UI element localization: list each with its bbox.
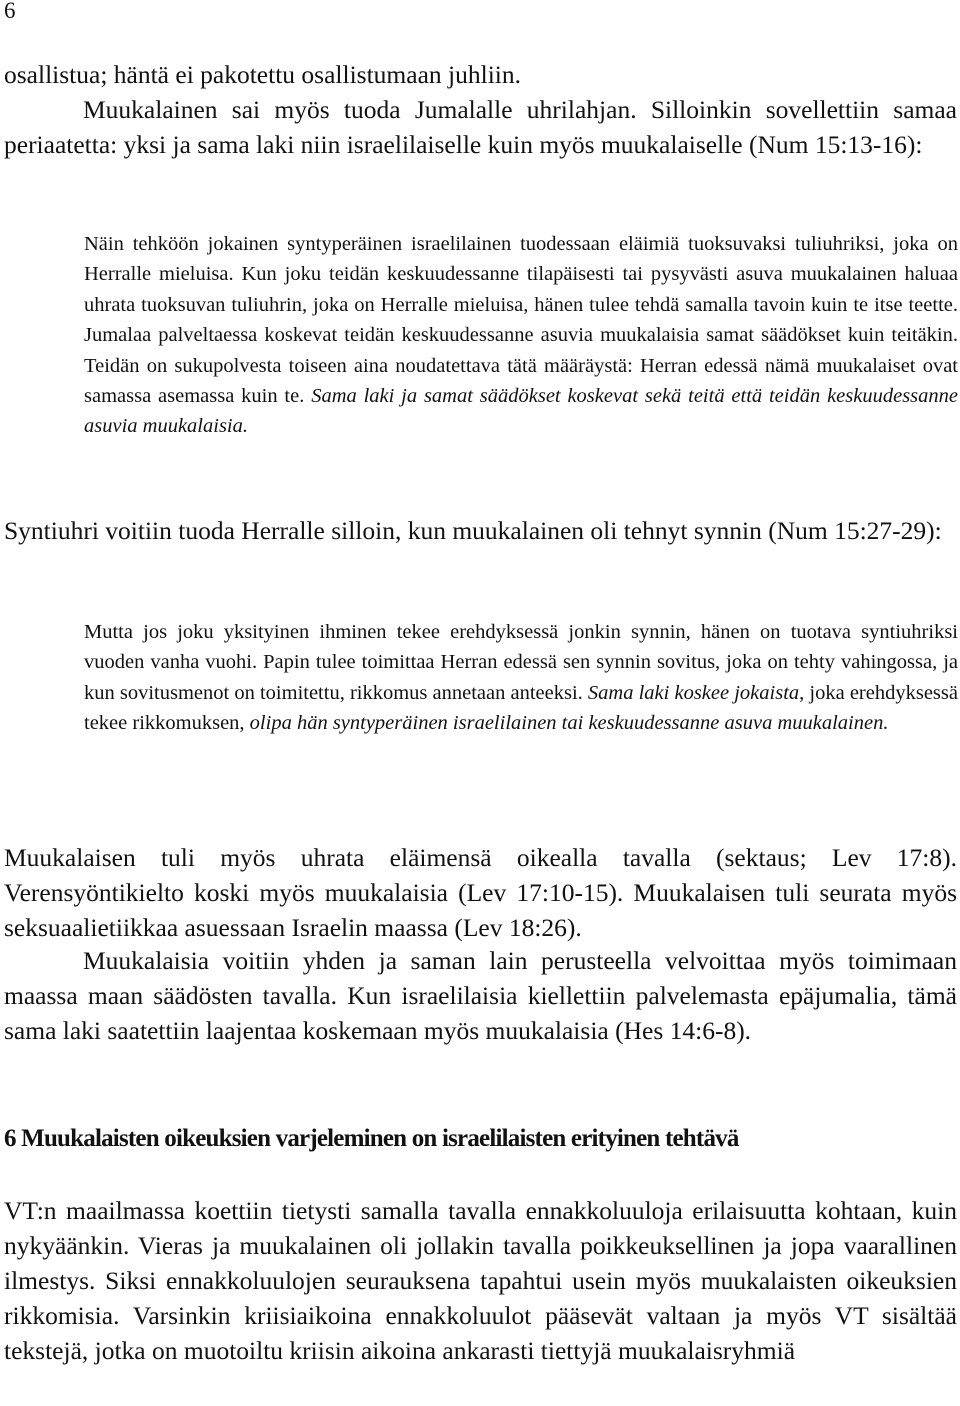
quote-2-middle: , joka erehdyksessä tekee rikkomuksen, (84, 681, 958, 735)
quote-num-15-13-16 (84, 229, 958, 442)
paragraph-2: Syntiuhri voitiin tuoda Herralle silloin, kun muukalainen oli tehnyt synnin (Num 15:27-29): (4, 516, 942, 545)
quote-num-15-27-29 (84, 617, 958, 739)
quote-2-text: Mutta jos joku yksityinen ihminen tekee erehdyksessä jonkin synnin, hänen on tuotava syntiuhriksi vuoden vanha vuohi. Papin tulee toimittaa Herran edessä sen synnin sovitus, joka on tehty vahingossa, ja kun sovitusmenot on toimitettu, rikkomus annetaan anteeksi. (84, 621, 958, 704)
quote-1-text: Näin tehköön jokainen syntyperäinen israelilainen tuodessaan eläimiä tuoksuvaksi tuliuhriksi, joka on Herralle mieluisa. Kun joku teidän keskuudessanne tilapäisesti tai pysyvästi asuva muukalainen haluaa uhrata tuoksuvan tuliuhrin, joka on Herralle mieluisa, hänen tulee tehdä samalla tavoin kuin te itse teette. Jumalaa palveltaessa koskevat teidän keskuudessanne asuvia muukalaisia samat säädökset kuin teitäkin. Teidän on sukupolvesta toiseen aina noudatettava tätä määräystä: Herran edessä nämä muukalaiset ovat samassa asemassa kuin te. (84, 233, 958, 408)
quote-2-italic-2: olipa hän syntyperäinen israelilainen tai keskuudessanne asuva muukalainen. (249, 712, 889, 735)
paragraph-1-continuation: osallistua; häntä ei pakotettu osallistumaan juhliin. (4, 60, 521, 89)
quote-1-italic: Sama laki ja samat säädökset koskevat sekä teitä että teidän keskuudessanne asuvia muukalaisia. (84, 385, 958, 438)
page-number: 6 (4, 0, 16, 23)
paragraph-5: VT:n maailmassa koettiin tietysti samalla tavalla ennakkoluuloja erilaisuutta kohtaan, kuin nykyäänkin. Vieras ja muukalainen oli jollakin tavalla poikkeuksellinen ja jopa vaarallinen ilmestys. Siksi ennakkoluulojen seurauksena tapahtui usein myös muukalaisten oikeuksien rikkomisia. Varsinkin kriisiaikoina ennakkoluulot pääsevät valtaan ja myös VT sisältää tekstejä, jotka on muotoiltu kriisin aikoina ankarasti tiettyjä muukalaisryhmiä (4, 1196, 957, 1365)
paragraph-4: Muukalaisia voitiin yhden ja saman lain perusteella velvoittaa myös toimimaan maassa maan säädösten tavalla. Kun israelilaisia kiellettiin palvelemasta epäjumalia, tämä sama laki saatettiin laajentaa koskemaan myös muukalaisia (Hes 14:6-8). (4, 946, 957, 1045)
section-heading: 6 Muukalaisten oikeuksien varjeleminen on israelilaisten erityinen tehtävä (4, 1125, 739, 1152)
paragraph-3: Muukalaisen tuli myös uhrata eläimensä oikealla tavalla (sektaus; Lev 17:8). Verensyöntikielto koski myös muukalaisia (Lev 17:10-15). Muukalaisen tuli seurata myös seksuaalietiikkaa asuessaan Israelin maassa (Lev 18:26). (4, 843, 957, 942)
quote-2-italic-1: Sama laki koskee jokaista (587, 681, 800, 704)
paragraph-1: Muukalainen sai myös tuoda Jumalalle uhrilahjan. Silloinkin sovellettiin samaa periaatetta: yksi ja sama laki niin israelilaiselle kuin myös muukalaiselle (Num 15:13-16): (4, 95, 957, 159)
